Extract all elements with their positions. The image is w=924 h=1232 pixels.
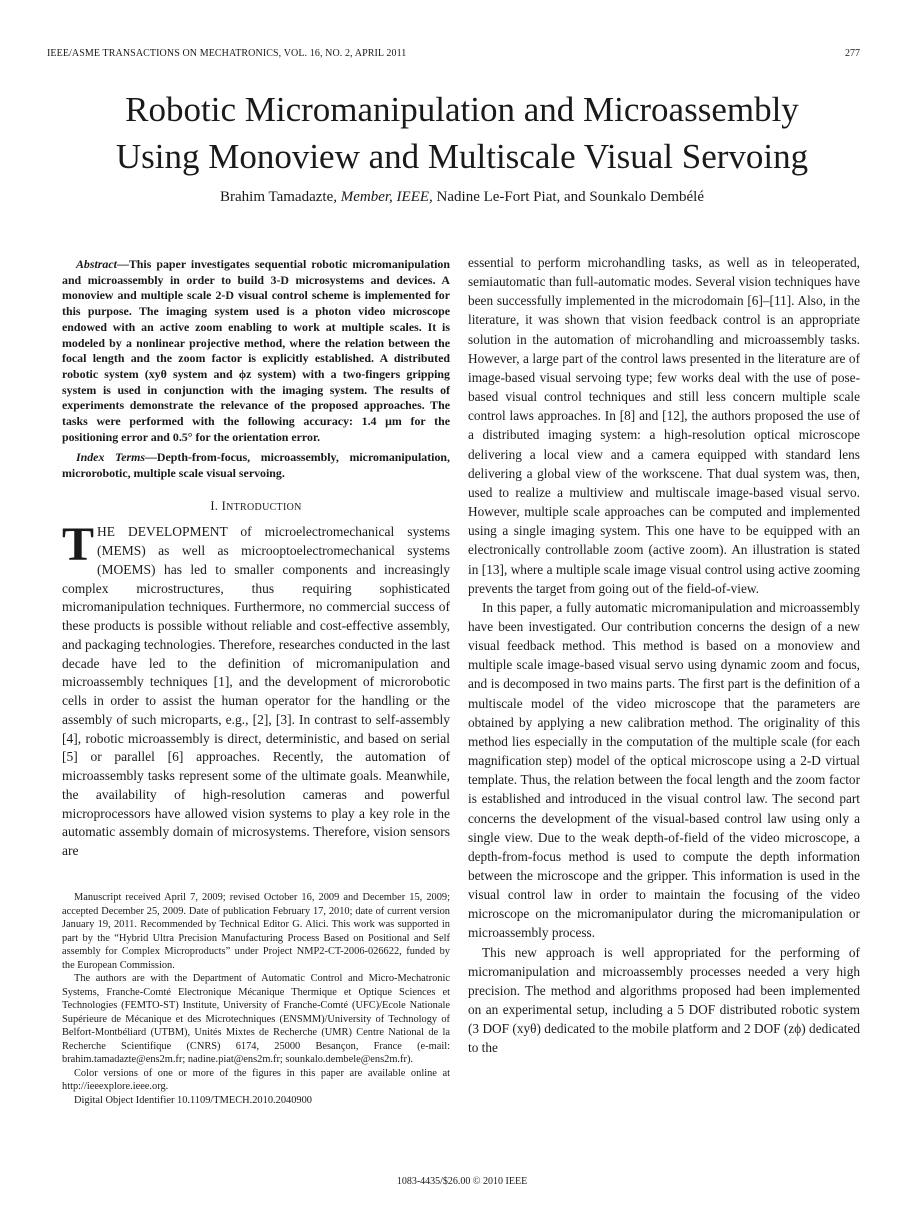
- author-list: [0, 189, 924, 206]
- paper-title: [0, 86, 924, 180]
- footnote-manuscript: Manuscript received April 7, 2009; revised October 16, 2009 and December 15, 2009; accepted December 25, 2009. Date of publication February 17, 2010; date of current version January 19, 2011. Recommended by Technical Editor G. Alici. This work was supported in part by the “Hybrid Ultra Precision Manufacturing Process Based on Positional and Self assembly for Complex Microproducts” under Project NMP2-CT-2006-026622, funded by the European Commission.: [62, 892, 450, 971]
- index-terms-label: Index Terms: [76, 450, 145, 465]
- title-line-2: Using Monoview and Multiscale Visual Servoing: [115, 137, 809, 176]
- abstract-label: Abstract: [76, 257, 117, 271]
- section-heading-introduction: [62, 497, 450, 517]
- author-1-affiliation: , Member, IEEE: [333, 189, 430, 205]
- right-paragraph-1: essential to perform microhandling tasks, as well as in teleoperated, semiautomatic than full-automatic modes. Several vision techniques have been successfully implemented in the microdomain [6]–[11]. Also, in the literature, it was shown that vision feedback control is an appropriate solution in the automation of microhandling and microassembly tasks. However, a large part of the control laws presented in the literature are of image-based visual servoing type; few works deal with the use of pose-based visual control techniques and still less concern multiple scale control laws approaches. In [8] and [12], the authors proposed the use of a distributed imaging system: a high-resolution optical microscope delivering a local view and a camera equipped with standard lens delivering a global view of the workscene. That dual system was, then, used to realize a multiview and multiscale image-based visual servo. However, multiple scale approaches can be computed and implemented using a single imaging system. This one have to be equipped with an electronically controllable zoom (active zoom). An illustration is stated in [13], where a multiple scale image visual control using active zooming prevents the target from going out of the field-of-view.: [468, 255, 860, 596]
- copyright-line: 1083-4435/$26.00 © 2010 IEEE: [396, 1176, 528, 1187]
- title-line-1: Robotic Micromanipulation and Microassembly: [125, 90, 799, 129]
- right-paragraph-3: This new approach is well appropriated for the performing of micromanipulation and microassembly processes needed a very high precision. The method and algorithms proposed had been implemented on an experimental setup, including a 5 DOF distributed robotic system (3 DOF (xyθ) dedicated to the mobile platform and 2 DOF (zϕ) dedicated to the: [468, 944, 860, 1056]
- intro-text: of microelectromechanical systems (MEMS) as well as microoptoelectromechanical systems (MOEMS) has led to smaller components and increasingly complex microstructures, thus requiring sophisticated micromanipulation techniques. Furthermore, no commercial success of these products is possible without reliable and cost-effective assembly, and packaging technologies. Therefore, researches conducted in the last decade have led to the definition of micromanipulation and microassembly techniques [1], and the development of microrobotic cells in order to assist the human operator for the handling or the assembly of such microparts, e.g., [2], [3]. In contrast to self-assembly [4], robotic microassembly is direct, deterministic, and based on serial [5] or parallel [6] approaches. Recently, the automation of microassembly tasks represent some of the ultimate goals. Meanwhile, the availability of high-resolution cameras and powerful microprocessors have allowed vision systems to play a key role in the automatic assembly domain of microsystems. Therefore, vision sensors are: [62, 524, 450, 858]
- abstract-block: [62, 257, 450, 482]
- abstract-paragraph: [62, 257, 450, 445]
- section-initial: I: [221, 498, 227, 513]
- footnote-doi: Digital Object Identifier 10.1109/TMECH.2010.2040900: [74, 1094, 312, 1106]
- page-number: 277: [845, 48, 860, 59]
- footnote-color: Color versions of one or more of the figures in this paper are available online at http://ieeexplore.ieee.org.: [62, 1067, 450, 1092]
- section-number: I.: [210, 498, 222, 513]
- right-paragraph-2: In this paper, a fully automatic micromanipulation and microassembly have been investigated. Our contribution concerns the design of a new visual feedback method. This method is based on a monoview and multiple scale image-based visual servo using dynamic zoom and focus, and is decomposed in two mains parts. The first part is the definition of a multiscale model of the video microscope that the parameters are obtained by applying a new calibration method. The originality of this method lies especially in the computation of the multiple scale (for each magnification step) model of the optical microscope using a 2-D virtual template. Thus, the relation between the focal length and the zoom factor is established and introduced in the visual control law. The second part concerns the development of the visual-based control law using only a single view. Due to the weak depth-of-field of the video microscope, a depth-from-focus method is used to compute the depth information between the microscope and the gripper. This information is used in the visual control law in order to maintain the focusing of the video microscope on the micromanipulator during the micromanipulation or microassembly process.: [468, 599, 860, 941]
- abstract-text: —This paper investigates sequential robotic micromanipulation and microassembly in order to build 3-D microsystems and devices. A monoview and multiple scale 2-D visual control scheme is implemented for this purpose. The imaging system used is a photon video microscope endowed with an active zoom enabling to work at multiple scales. It is modeled by a nonlinear projective method, where the relation between the focal length and the zoom factor is explicitly established. A distributed robotic system (xyθ system and ϕz system) with a two-fingers gripping system is used in conjunction with the imaging system. The results of experiments demonstrate the relevance of the proposed approaches. The tasks were performed with the following accuracy: 1.4 μm for the positioning error and 0.5° for the orientation error.: [62, 257, 450, 444]
- running-head: IEEE/ASME TRANSACTIONS ON MECHATRONICS, VOL. 16, NO. 2, APRIL 2011: [47, 48, 407, 59]
- intro-paragraph: [62, 518, 450, 861]
- footnote-affiliation: The authors are with the Department of Automatic Control and Micro-Mechatronic Systems, Franche-Comté Electronique Mécanique Thermique et Optique Sciences et Technologies (FEMTO-ST) Institute, University of Franche-Comté (UFC)/Ecole Nationale Supérieure de Mécanique et des Microtechniques (ENSMM)/University of Technology of Belfort-Montbéliard (UTBM), Unités Mixtes de Recherche (UMR) Centre National de la Recherche Scientifique (CNRS) 6174, 25000 Besançon, France (e-mail: brahim.tamadazte@ens2m.fr; nadine.piat@ens2m.fr; sounkalo.dembele@ens2m.fr).: [62, 973, 450, 1065]
- author-1: Brahim Tamadazte: [220, 189, 334, 205]
- index-terms-paragraph: [62, 450, 450, 481]
- intro-lead: HE DEVELOPMENT: [97, 524, 228, 540]
- left-column: [62, 257, 450, 861]
- footnotes: [62, 891, 450, 1107]
- section-title-rest: NTRODUCTION: [226, 501, 302, 513]
- other-authors: , Nadine Le-Fort Piat, and Sounkalo Dembélé: [429, 189, 704, 205]
- right-column: [468, 253, 860, 1058]
- drop-cap: T: [62, 518, 95, 572]
- index-terms-text: —Depth-from-focus, microassembly, micromanipulation, microrobotic, multiple scale visual servoing.: [62, 450, 450, 481]
